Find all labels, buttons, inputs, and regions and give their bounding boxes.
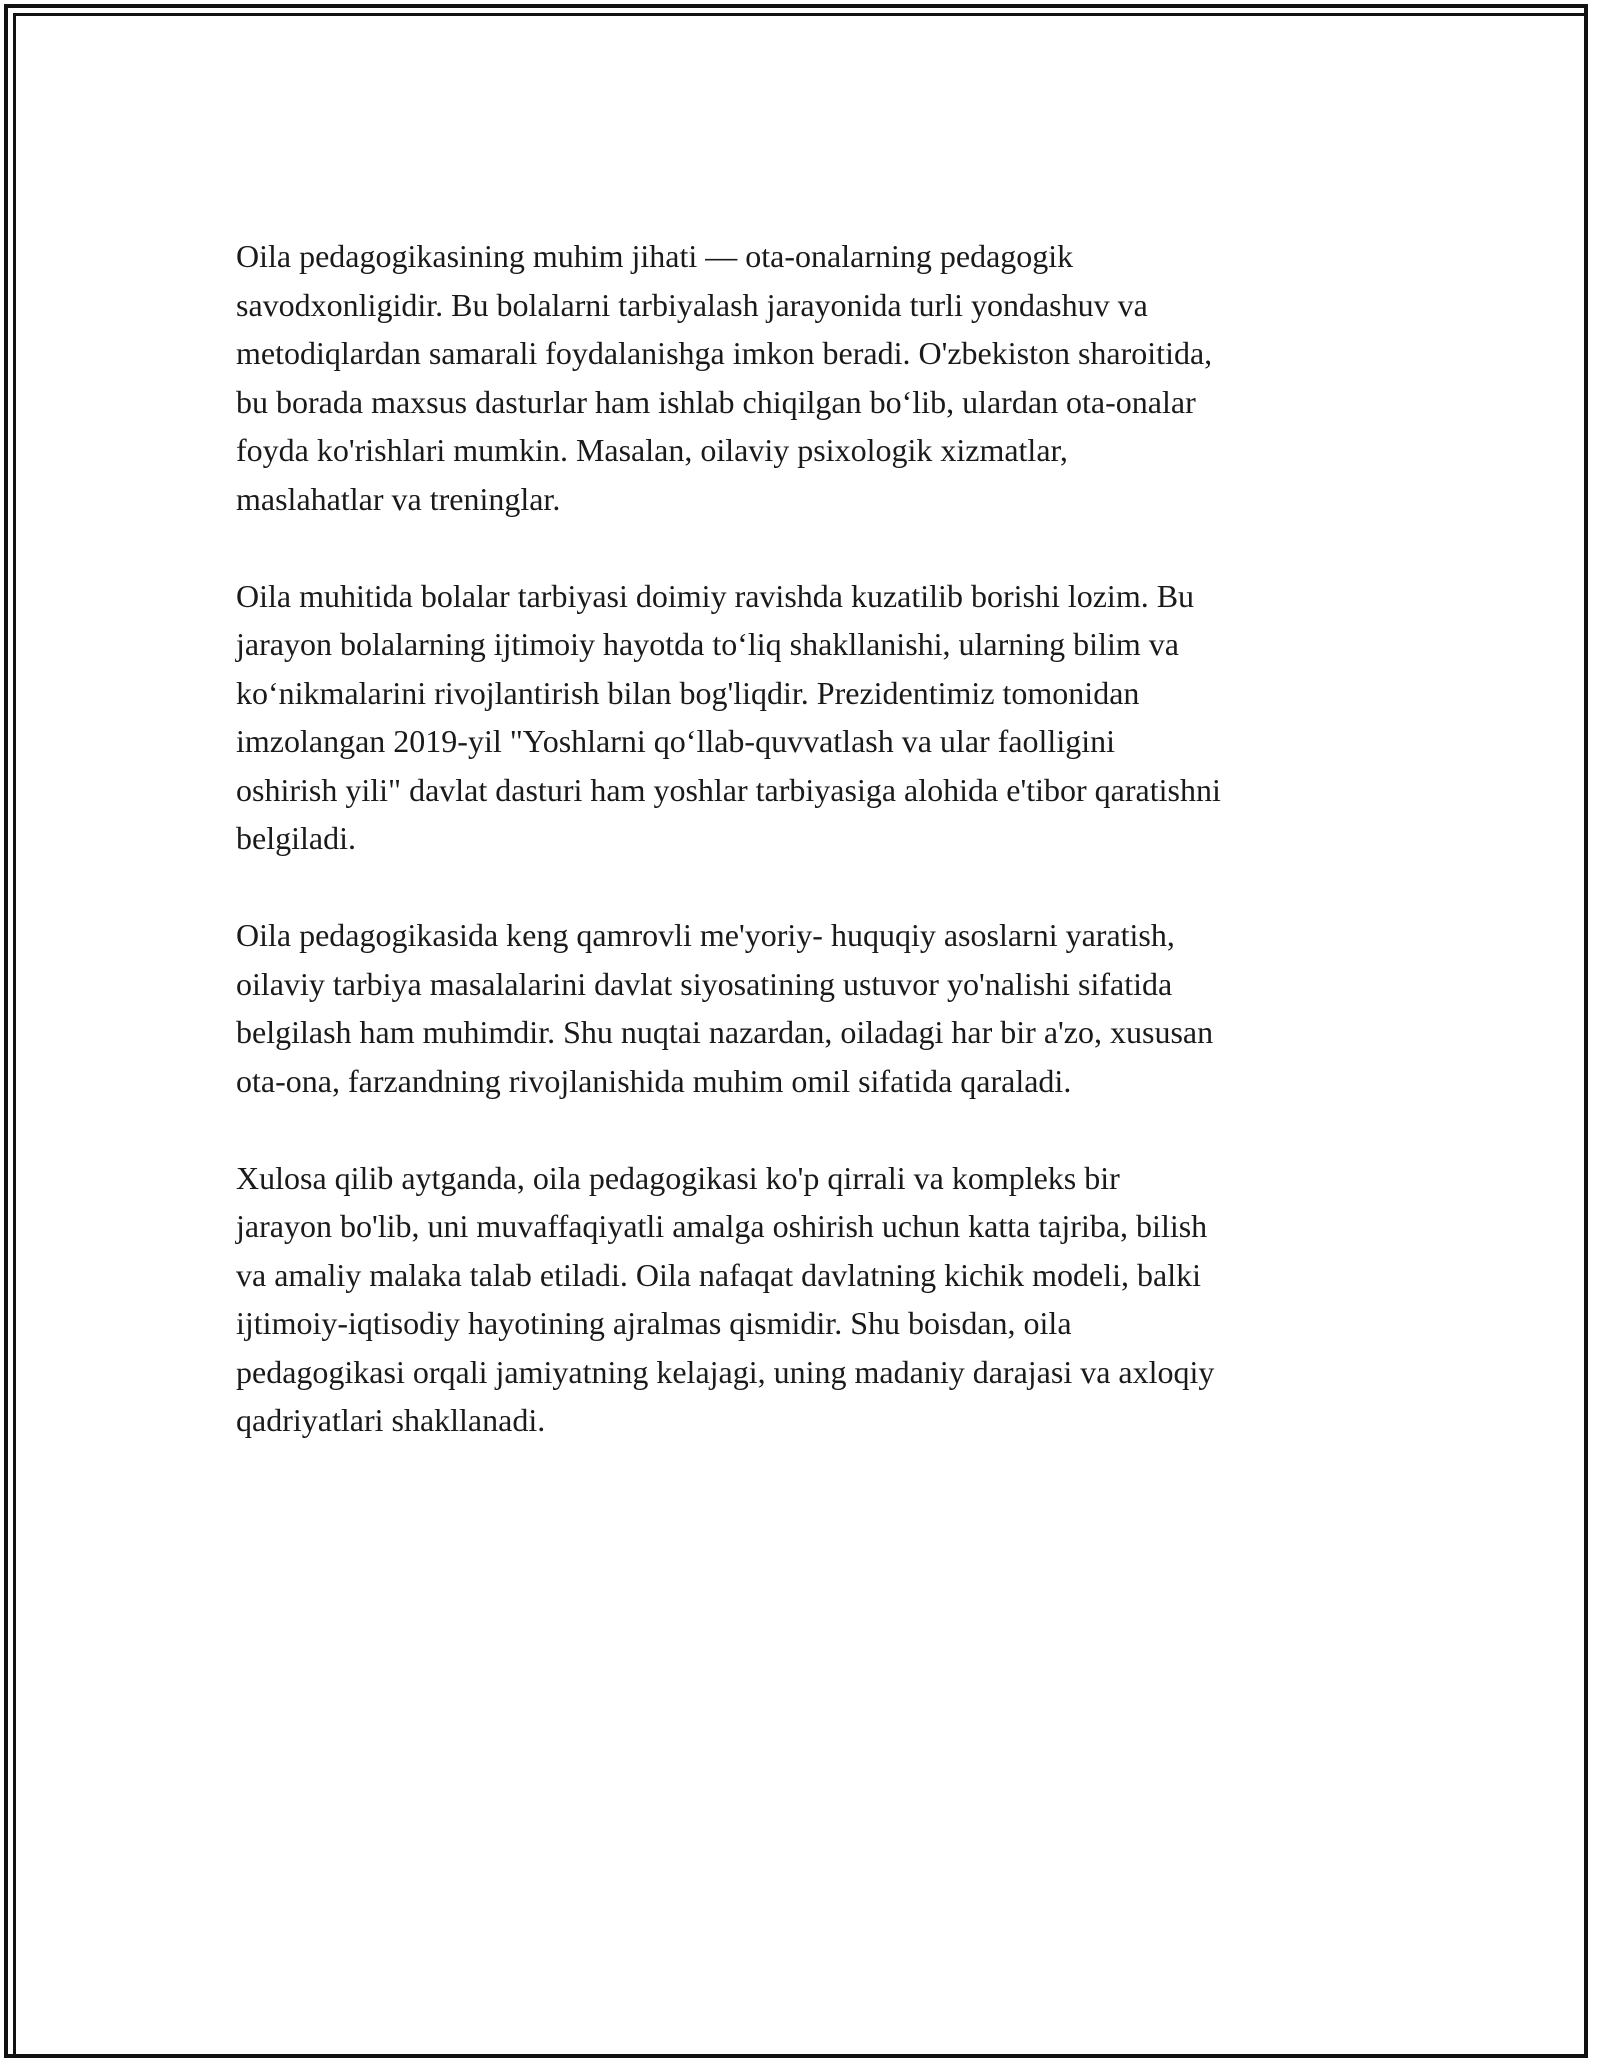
paragraph-2: Oila muhitida bolalar tarbiyasi doimiy ravishda kuzatilib borishi lozim. Bu jarayon bolalarning ijtimoiy hayotda to‘liq shakllanishi, ularning bilim va ko‘nikmalarini rivojlantirish bilan bog'liqdir. Prezidentimiz tomonidan imzolangan 2019-yil "Yoshlarni qo‘llab-quvvatlash va ular faolligini oshirish yili" davlat dasturi ham yoshlar tarbiyasiga alohida e'tibor qaratishni belgiladi. <box>236 577 1221 856</box>
paragraph-4: Xulosa qilib aytganda, oila pedagogikasi ko'p qirrali va kompleks bir jarayon bo'lib, uni muvaffaqiyatli amalga oshirish uchun katta tajriba, bilish va amaliy malaka talab etiladi. Oila nafaqat davlatning kichik modeli, balki ijtimoiy-iqtisodiy hayotining ajralmas qismidir. Shu boisdan, oila pedagogikasi orqali jamiyatning kelajagi, uning madaniy darajasi va axloqiy qadriyatlari shakllanadi. <box>236 1159 1215 1438</box>
paragraph-1: Oila pedagogikasining muhim jihati — ota-onalarning pedagogik savodxonligidir. Bu bolalarni tarbiyalash jarayonida turli yondashuv va metodiqlardan samarali foydalanishga imkon beradi. O'zbekiston sharoitida, bu borada maxsus dasturlar ham ishlab chiqilgan bo‘lib, ulardan ota-onalar foyda ko'rishlari mumkin. Masalan, oilaviy psixologik xizmatlar, maslahatlar va treninglar. <box>236 238 1213 517</box>
document-body <box>236 232 1386 1493</box>
paragraph-3: Oila pedagogikasida keng qamrovli me'yoriy- huquqiy asoslarni yaratish, oilaviy tarbiya masalalarini davlat siyosatining ustuvor yo'nalishi sifatida belgilash ham muhimdir. Shu nuqtai nazardan, oiladagi har bir a'zo, xususan ota-ona, farzandning rivojlanishida muhim omil sifatida qaraladi. <box>236 917 1214 1099</box>
